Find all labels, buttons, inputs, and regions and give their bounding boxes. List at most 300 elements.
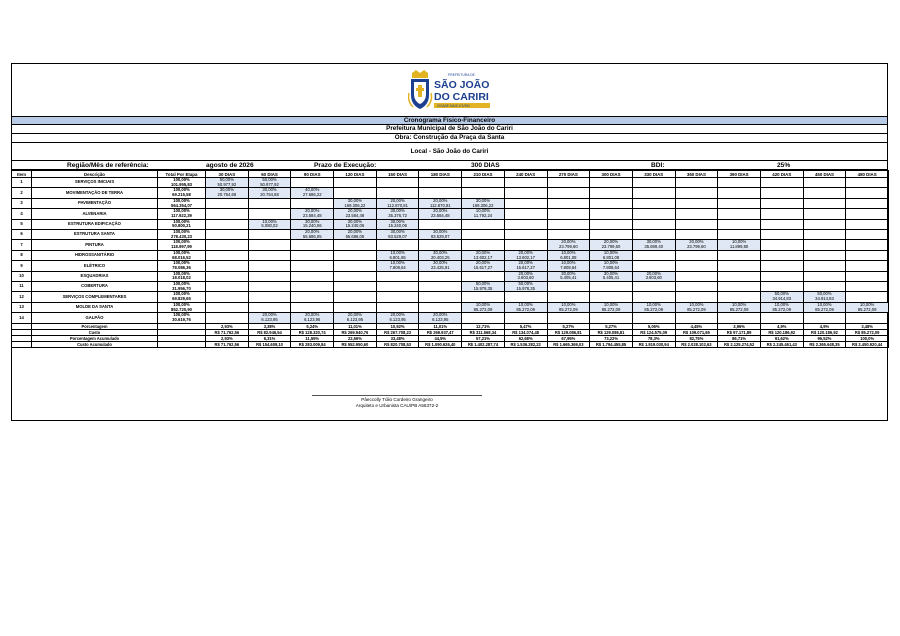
item-total-value: 101.955,83 <box>171 181 192 187</box>
period-cell <box>376 188 419 198</box>
period-percent: 10,00% <box>561 260 576 266</box>
period-cell <box>206 188 249 198</box>
column-header-period: 210 DIAS <box>462 171 505 178</box>
period-cell <box>632 240 675 250</box>
period-value: 3.603,60 <box>517 275 534 281</box>
period-cell <box>504 240 547 250</box>
item-total <box>158 188 206 198</box>
column-header-period: 240 DIAS <box>504 171 547 178</box>
period-percent: 20,00% <box>347 229 362 235</box>
period-cell <box>632 292 675 302</box>
period-cell <box>718 209 761 219</box>
period-percent: 30,00% <box>433 260 448 266</box>
item-number-text: 1 <box>20 179 23 185</box>
item-total <box>158 271 206 281</box>
period-percent: 10,00% <box>646 302 661 307</box>
accumulated-cost-value: R$ 1.794.455,85 <box>590 341 633 347</box>
item-description <box>32 240 158 250</box>
period-value: 23.799,60 <box>559 244 578 250</box>
period-percent: 30,00% <box>433 250 448 255</box>
column-header-period: 420 DIAS <box>760 171 803 178</box>
period-percent: 30,00% <box>305 219 320 224</box>
column-header-period: 150 DIAS <box>376 171 419 178</box>
period-percent: 20,00% <box>262 312 277 318</box>
period-cell <box>504 271 547 281</box>
table-row <box>12 292 889 302</box>
item-number <box>12 188 32 198</box>
period-cell <box>248 188 291 198</box>
period-cell <box>419 302 462 312</box>
period-cell <box>462 282 505 292</box>
period-cell <box>547 271 590 281</box>
period-cell <box>718 240 761 250</box>
period-value: 5.405,41 <box>602 275 620 281</box>
percentage-value: 11,01% <box>419 323 462 329</box>
period-cell <box>291 230 334 240</box>
period-cell <box>632 282 675 292</box>
period-cell <box>291 188 334 198</box>
period-cell <box>675 302 718 312</box>
accumulated-cost-value: R$ 2.125.274,52 <box>718 341 761 347</box>
period-cell <box>846 313 889 323</box>
period-cell <box>462 198 505 208</box>
item-description-text: COBERTURA <box>81 283 108 289</box>
period-cell <box>675 261 718 271</box>
period-cell <box>632 230 675 240</box>
item-number <box>12 313 32 323</box>
period-cell <box>718 313 761 323</box>
period-value: 34.914,83 <box>815 296 834 302</box>
period-percent: 10,00% <box>561 302 576 307</box>
period-cell <box>376 209 419 219</box>
period-cell <box>248 261 291 271</box>
period-cell <box>291 313 334 323</box>
period-cell <box>632 178 675 188</box>
period-percent: 30,00% <box>347 219 362 224</box>
item-number <box>12 198 32 208</box>
period-value: 23.799,60 <box>601 244 621 250</box>
period-cell <box>504 178 547 188</box>
period-cell <box>334 178 377 188</box>
period-cell <box>206 282 249 292</box>
period-cell <box>547 230 590 240</box>
percentage-value: 3,38% <box>248 323 291 329</box>
period-cell <box>334 188 377 198</box>
period-value: 15.978,35 <box>516 285 535 291</box>
period-percent: 20,00% <box>518 271 533 276</box>
cost-value: R$ 129.086,81 <box>590 329 633 335</box>
reference-label: Região/Mês de referência: <box>67 162 149 169</box>
period-percent: 30,00% <box>646 239 661 245</box>
item-total-percent: 100,00% <box>173 187 190 193</box>
item-number-text: 9 <box>20 262 23 268</box>
period-cell <box>334 250 377 260</box>
page-title: Cronograma Físico-Financeiro <box>11 116 888 125</box>
period-cell <box>675 178 718 188</box>
cost-value: R$ 71.762,56 <box>206 329 249 335</box>
percentage-value: 5,27% <box>547 323 590 329</box>
item-total <box>158 282 206 292</box>
period-value: 85.272,09 <box>601 306 621 312</box>
item-description <box>32 271 158 281</box>
period-cell <box>590 250 633 260</box>
period-cell <box>504 209 547 219</box>
period-cell <box>419 188 462 198</box>
item-number-text: 4 <box>20 210 23 216</box>
period-cell <box>248 219 291 229</box>
period-cell <box>419 198 462 208</box>
period-cell <box>846 282 889 292</box>
period-percent: 10,00% <box>518 302 533 307</box>
period-cell <box>206 261 249 271</box>
period-percent: 10,00% <box>475 208 491 214</box>
period-cell <box>760 209 803 219</box>
period-value: 23.584,48 <box>345 212 365 218</box>
period-percent: 30,00% <box>347 198 362 203</box>
period-value: 85.272,09 <box>559 306 578 312</box>
accumulated-cost-value: R$ 1.665.369,03 <box>547 341 590 347</box>
item-number-text: 3 <box>20 200 23 206</box>
period-cell <box>376 271 419 281</box>
period-cell <box>675 198 718 208</box>
period-cell <box>718 271 761 281</box>
period-percent: 10,00% <box>603 302 619 307</box>
period-cell <box>846 219 889 229</box>
deadline-value: 300 DIAS <box>471 162 500 169</box>
item-total-value: 68.016,52 <box>172 254 191 260</box>
column-header-description: Descrição <box>32 171 158 178</box>
item-description-text: PINTURA <box>85 241 104 247</box>
period-cell <box>248 178 291 188</box>
item-description <box>32 302 158 312</box>
period-cell <box>248 230 291 240</box>
accumulated-cost-value: R$ 1.919.030,94 <box>632 341 675 347</box>
period-cell <box>419 219 462 229</box>
svg-text:PREFEITURA DE: PREFEITURA DE <box>448 73 475 77</box>
cost-value: R$ 82.946,54 <box>248 329 291 335</box>
period-percent: 10,00% <box>603 260 619 266</box>
bdi-label: BDI: <box>651 162 665 169</box>
period-value: 55.686,05 <box>302 233 322 239</box>
period-cell <box>206 178 249 188</box>
period-cell <box>675 240 718 250</box>
period-cell <box>504 230 547 240</box>
accumulated-cost-value: R$ 2.245.461,43 <box>760 341 803 347</box>
period-cell <box>462 209 505 219</box>
period-cell <box>334 271 377 281</box>
period-value: 83.529,07 <box>388 233 407 239</box>
table-row <box>12 271 889 281</box>
period-cell <box>334 209 377 219</box>
period-cell <box>632 261 675 271</box>
period-percent: 50,00% <box>817 291 832 297</box>
period-percent: 30,00% <box>390 208 405 214</box>
item-number <box>12 240 32 250</box>
accumulated-percentage-value: 44,5% <box>419 335 462 341</box>
cost-value: R$ 129.086,81 <box>547 329 590 335</box>
period-cell <box>718 261 761 271</box>
item-description-text: ESTRUTURA SANTA <box>74 231 115 237</box>
period-cell <box>803 292 846 302</box>
period-percent: 10,00% <box>774 302 789 307</box>
period-cell <box>846 292 889 302</box>
period-cell <box>760 282 803 292</box>
period-percent: 20,00% <box>390 198 405 203</box>
column-header-period: 180 DIAS <box>419 171 462 178</box>
item-total <box>158 250 206 260</box>
city-logo <box>408 67 493 113</box>
item-total-value: 564.354,07 <box>171 202 192 208</box>
table-row <box>12 198 889 208</box>
period-cell <box>803 313 846 323</box>
period-cell <box>590 261 633 271</box>
period-value: 6.123,95 <box>346 316 364 322</box>
period-cell <box>632 302 675 312</box>
period-cell <box>376 282 419 292</box>
item-total-value: 852.720,90 <box>171 306 192 312</box>
percentage-value: 2,93% <box>206 323 249 329</box>
period-percent: 20,00% <box>305 229 320 235</box>
item-number-text: 5 <box>20 220 23 226</box>
period-cell <box>334 261 377 271</box>
period-value: 85.272,09 <box>857 306 877 312</box>
period-value: 7.808,64 <box>602 264 620 270</box>
period-cell <box>590 230 633 240</box>
item-total-percent: 100,00% <box>173 281 190 287</box>
period-value: 5.080,02 <box>261 223 278 229</box>
item-description-text: ELÉTRICO <box>83 262 106 268</box>
period-cell <box>590 178 633 188</box>
period-value: 6.123,95 <box>261 316 278 322</box>
period-cell <box>248 209 291 219</box>
item-description-text: ESTRUTURA EDIFICAÇÃO <box>68 220 121 226</box>
item-total-value: 118.997,99 <box>171 244 192 250</box>
item-number-text: 7 <box>20 241 23 247</box>
period-cell <box>760 292 803 302</box>
column-header-item: Item <box>12 171 32 178</box>
period-cell <box>547 250 590 260</box>
period-value: 6.123,95 <box>432 316 449 322</box>
period-percent: 30,00% <box>219 187 234 193</box>
period-percent: 20,00% <box>433 208 448 214</box>
period-cell <box>718 178 761 188</box>
period-cell <box>376 261 419 271</box>
item-description-text: MOLDE DA SANTA <box>75 304 114 310</box>
percentage-value: 3,48% <box>846 323 889 329</box>
column-header-period: 300 DIAS <box>590 171 633 178</box>
accumulated-percentage-value: 73,22% <box>590 335 633 341</box>
period-cell <box>419 292 462 302</box>
period-cell <box>803 302 846 312</box>
period-cell <box>419 313 462 323</box>
period-cell <box>376 240 419 250</box>
item-total-value: 69.215,58 <box>172 192 191 198</box>
period-value: 112.870,81 <box>387 202 408 208</box>
period-percent: 10,00% <box>860 302 875 307</box>
period-cell <box>760 313 803 323</box>
period-percent: 30,00% <box>561 271 576 276</box>
period-cell <box>334 219 377 229</box>
period-cell <box>803 198 846 208</box>
cost-value: R$ 269.940,76 <box>334 329 377 335</box>
percentage-value: 4,9% <box>760 323 803 329</box>
period-cell <box>846 198 889 208</box>
item-total <box>158 209 206 219</box>
period-cell <box>760 178 803 188</box>
table-row <box>12 188 889 198</box>
item-number <box>12 302 32 312</box>
period-cell <box>590 313 633 323</box>
period-value: 55.686,05 <box>345 233 365 239</box>
period-percent: 30,00% <box>390 229 405 235</box>
item-description <box>32 198 158 208</box>
period-value: 6.801,08 <box>560 254 577 260</box>
period-cell <box>334 282 377 292</box>
cost-value: R$ 85.272,09 <box>846 329 889 335</box>
schedule-table <box>11 170 889 348</box>
item-description-text: MOVIMENTAÇÃO DE TERRA <box>65 189 124 195</box>
bdi-value: 25% <box>777 162 791 169</box>
period-cell <box>206 302 249 312</box>
percentage-value: 5,06% <box>632 323 675 329</box>
period-percent: 30,00% <box>433 229 448 235</box>
period-value: 169.306,22 <box>344 202 366 208</box>
period-value: 112.870,81 <box>429 202 451 208</box>
percentage-value: 4,9% <box>803 323 846 329</box>
period-percent: 30,00% <box>262 187 277 193</box>
percentage-value: 12,71% <box>462 323 505 329</box>
item-total-percent: 100,00% <box>173 177 190 182</box>
accumulated-percentage-value: 33,48% <box>376 335 419 341</box>
period-percent: 20,00% <box>475 260 491 266</box>
item-total-value: 69.829,65 <box>172 296 191 302</box>
item-description-text: PAVIMENTAÇÃO <box>77 200 112 206</box>
item-description <box>32 188 158 198</box>
item-total-percent: 100,00% <box>173 250 190 255</box>
accumulated-percentage-value: 6,31% <box>248 335 291 341</box>
period-cell <box>547 178 590 188</box>
period-value: 15.617,27 <box>473 264 493 270</box>
item-number <box>12 230 32 240</box>
period-cell <box>547 292 590 302</box>
period-percent: 20,00% <box>603 239 619 245</box>
accumulated-percentage-value: 96,52% <box>803 335 846 341</box>
period-percent: 10,00% <box>603 250 619 255</box>
period-cell <box>632 219 675 229</box>
period-cell <box>419 209 462 219</box>
period-cell <box>760 230 803 240</box>
period-cell <box>803 271 846 281</box>
cost-value: R$ 267.708,23 <box>376 329 419 335</box>
item-description <box>32 178 158 188</box>
period-cell <box>547 261 590 271</box>
period-cell <box>803 240 846 250</box>
period-value: 20.764,68 <box>260 192 279 198</box>
period-value: 15.617,27 <box>516 264 535 270</box>
period-percent: 10,00% <box>262 219 277 224</box>
period-cell <box>718 302 761 312</box>
period-cell <box>248 198 291 208</box>
period-cell <box>760 261 803 271</box>
period-cell <box>590 188 633 198</box>
period-cell <box>718 230 761 240</box>
item-number <box>12 282 32 292</box>
period-cell <box>504 282 547 292</box>
item-total-percent: 100,00% <box>173 229 190 235</box>
accumulated-cost-value: R$ 2.365.648,35 <box>803 341 846 347</box>
period-value: 20.403,25 <box>430 254 450 260</box>
item-description <box>32 261 158 271</box>
accumulated-percentage-value: 22,56% <box>334 335 377 341</box>
percentage-label: Porcentagem <box>32 323 158 329</box>
accumulated-cost-value: R$ 71.762,56 <box>206 341 249 347</box>
accumulated-percentage-value: 11,55% <box>291 335 334 341</box>
period-cell <box>803 282 846 292</box>
item-total-value: 78.086,36 <box>172 264 191 270</box>
item-total-percent: 100,00% <box>173 260 190 266</box>
period-cell <box>547 198 590 208</box>
item-description <box>32 292 158 302</box>
item-number <box>12 292 32 302</box>
item-total-value: 278.430,23 <box>171 233 192 239</box>
period-cell <box>291 178 334 188</box>
item-total-value: 18.018,02 <box>172 275 191 281</box>
item-description <box>32 219 158 229</box>
period-cell <box>632 188 675 198</box>
period-percent: 20,00% <box>433 198 448 203</box>
period-cell <box>547 219 590 229</box>
percentage-value: 10,92% <box>376 323 419 329</box>
period-cell <box>376 198 419 208</box>
item-total-percent: 100,00% <box>173 271 190 276</box>
period-cell <box>248 240 291 250</box>
period-cell <box>718 250 761 260</box>
period-percent: 10,00% <box>817 302 832 307</box>
period-cell <box>846 209 889 219</box>
period-cell <box>376 302 419 312</box>
period-cell <box>206 313 249 323</box>
period-cell <box>632 198 675 208</box>
period-cell <box>632 313 675 323</box>
table-row <box>12 282 889 292</box>
period-cell <box>846 250 889 260</box>
item-number <box>12 271 32 281</box>
column-header-period: 390 DIAS <box>718 171 761 178</box>
item-total <box>158 240 206 250</box>
item-number <box>12 261 32 271</box>
period-cell <box>376 313 419 323</box>
table-row <box>12 302 889 312</box>
item-number-text: 11 <box>19 283 24 289</box>
item-number <box>12 178 32 188</box>
cost-value: R$ 109.071,69 <box>675 329 718 335</box>
period-cell <box>504 261 547 271</box>
item-total <box>158 313 206 323</box>
item-number <box>12 219 32 229</box>
cost-value: R$ 128.320,74 <box>291 329 334 335</box>
period-value: 3.603,60 <box>645 275 662 281</box>
period-cell <box>334 240 377 250</box>
period-cell <box>462 240 505 250</box>
period-percent: 50,00% <box>475 281 491 287</box>
period-value: 85.272,09 <box>729 306 749 312</box>
period-cell <box>419 261 462 271</box>
period-cell <box>590 198 633 208</box>
work-name: Obra: Construção da Praça da Santa <box>11 134 888 143</box>
table-row <box>12 240 889 250</box>
period-cell <box>334 313 377 323</box>
item-number-text: 13 <box>19 304 24 310</box>
